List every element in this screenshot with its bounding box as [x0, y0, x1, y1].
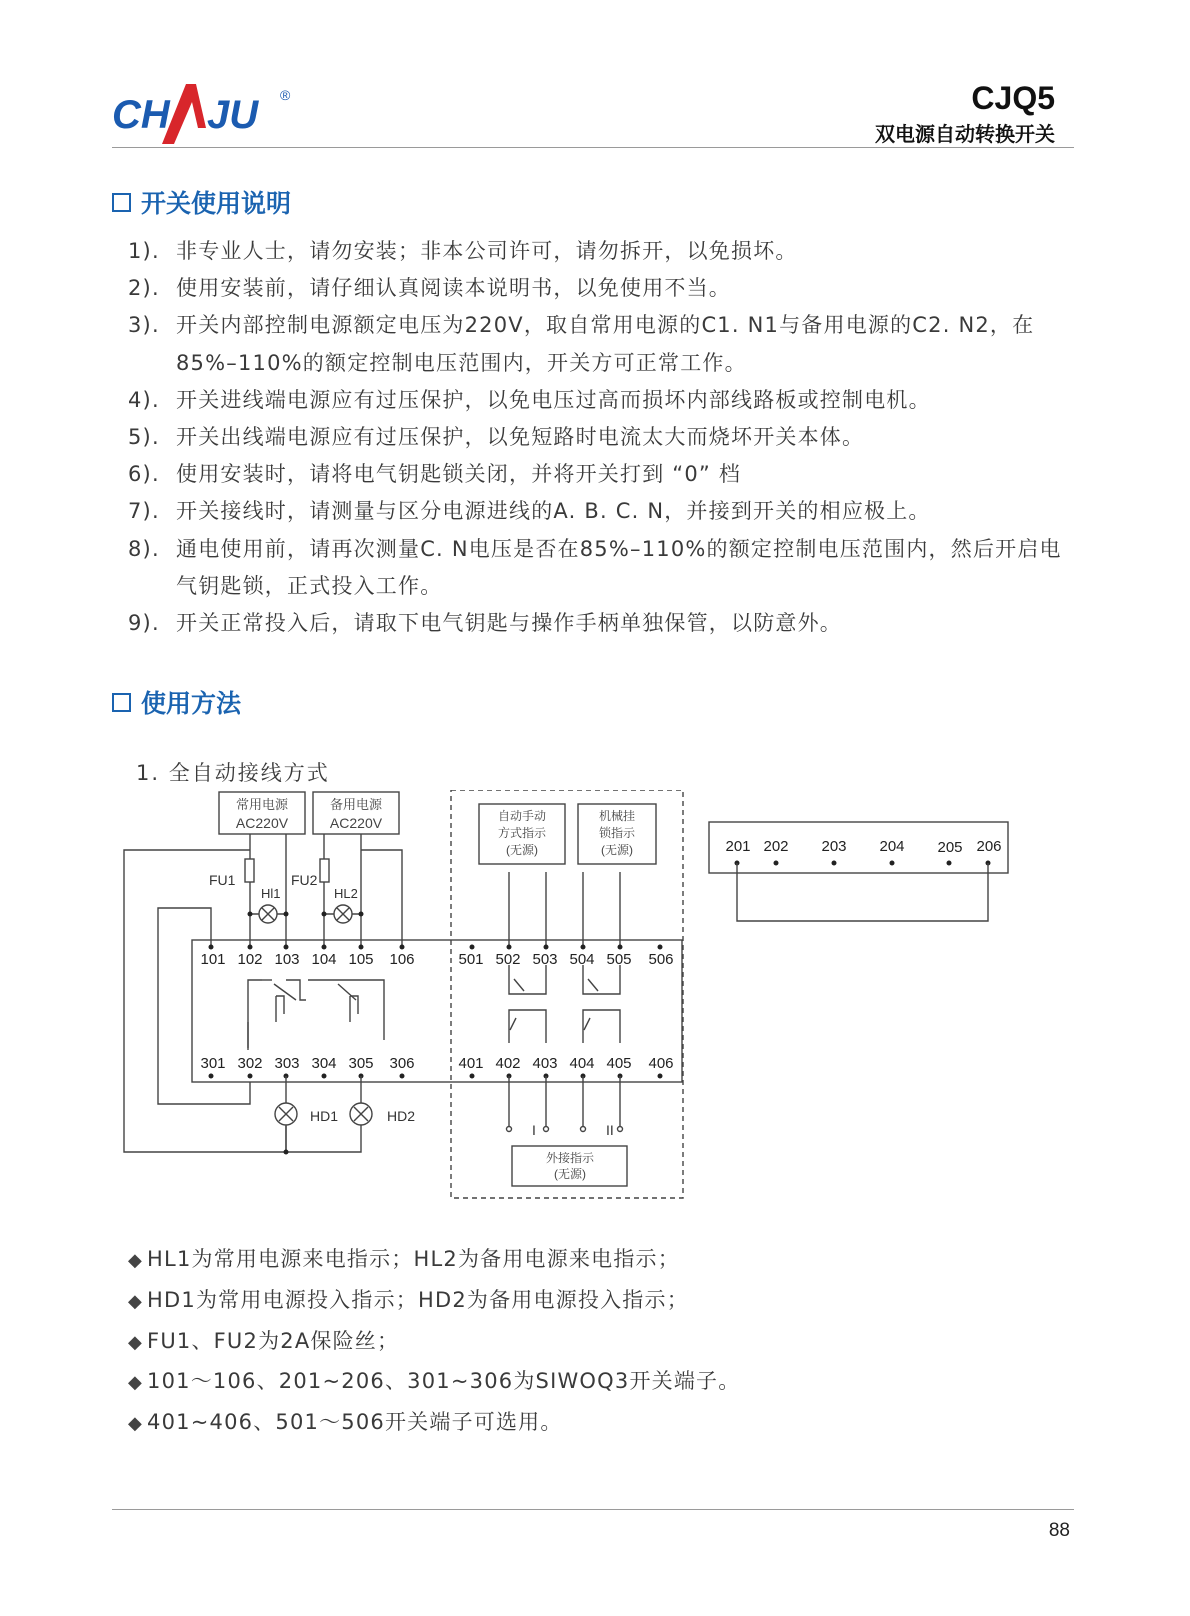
logo-text: CH [112, 93, 170, 137]
svg-text:机械挂: 机械挂 [598, 809, 636, 823]
svg-text:201: 201 [725, 838, 751, 855]
diamond-bullet-icon: ◆ [128, 1372, 144, 1394]
svg-text:外接指示: 外接指示 [545, 1151, 595, 1165]
header-divider [112, 147, 1074, 148]
page-number: 88 [1048, 1520, 1070, 1541]
list-item: 6). 使用安装时，请将电气钥匙锁关闭，并将开关打到 “0” 档 [128, 462, 742, 487]
svg-text:106: 106 [389, 951, 415, 968]
svg-text:203: 203 [821, 838, 847, 855]
svg-text:504: 504 [569, 951, 595, 968]
section-heading-method [112, 684, 241, 720]
svg-text:304: 304 [311, 1055, 337, 1072]
registered-mark: ® [280, 87, 291, 103]
list-item: 8). 通电使用前，请再次测量C. N电压是否在85%–110%的额定控制电压范围内，然后开启电气钥匙锁，正式投入工作。 [128, 536, 1062, 598]
svg-text:AC220V: AC220V [329, 815, 383, 831]
wiring-diagram [112, 790, 1032, 1214]
diamond-bullet-icon: ◆ [128, 1290, 144, 1312]
svg-text:锁指示: 锁指示 [598, 826, 636, 840]
list-item: 2). 使用安装前，请仔细认真阅读本说明书，以免使用不当。 [128, 276, 731, 301]
diamond-bullet-icon: ◆ [128, 1250, 144, 1271]
svg-text:303: 303 [274, 1055, 300, 1072]
svg-text:305: 305 [348, 1055, 374, 1072]
footer-divider [112, 1509, 1074, 1510]
brand-logo [112, 78, 312, 150]
note-item: ◆ HL1为常用电源来电指示；HL2为备用电源来电指示； [128, 1247, 680, 1271]
svg-text:(无源): (无源) [601, 843, 633, 857]
svg-text:HD2: HD2 [387, 1108, 416, 1124]
svg-text:401: 401 [458, 1055, 484, 1072]
fuse-fu1 [245, 859, 254, 882]
model-title: CJQ5 [971, 80, 1055, 116]
subsection-title: 1. 全自动接线方式 [136, 761, 330, 785]
svg-text:204: 204 [879, 838, 905, 855]
diamond-bullet-icon: ◆ [128, 1413, 144, 1435]
svg-text:205: 205 [937, 839, 963, 856]
svg-text:备用电源: 备用电源 [329, 797, 383, 812]
list-item: 4). 开关进线端电源应有过压保护，以免电压过高而损坏内部线路板或控制电机。 [128, 387, 931, 412]
svg-text:404: 404 [569, 1055, 595, 1072]
notes-list [128, 1240, 740, 1444]
list-item: 5). 开关出线端电源应有过压保护，以免短路时电流太大而烧坏开关本体。 [128, 425, 865, 450]
svg-text:405: 405 [606, 1055, 632, 1072]
svg-text:402: 402 [495, 1055, 521, 1072]
svg-text:I: I [532, 1122, 536, 1138]
section-title: 开关使用说明 [141, 189, 292, 218]
svg-text:406: 406 [648, 1055, 674, 1072]
svg-text:HL2: HL2 [334, 886, 358, 901]
svg-text:206: 206 [976, 838, 1002, 855]
product-subtitle: 双电源自动转换开关 [875, 122, 1055, 146]
svg-text:302: 302 [237, 1055, 263, 1072]
svg-text:306: 306 [389, 1055, 415, 1072]
svg-text:(无源): (无源) [506, 843, 538, 857]
svg-text:Hl1: Hl1 [261, 886, 281, 901]
svg-text:(无源): (无源) [554, 1167, 586, 1181]
section-title: 使用方法 [141, 689, 242, 718]
svg-text:方式指示: 方式指示 [497, 826, 547, 840]
svg-text:102: 102 [237, 951, 263, 968]
svg-text:105: 105 [348, 951, 374, 968]
svg-text:JU: JU [207, 93, 259, 137]
svg-text:505: 505 [606, 951, 632, 968]
svg-text:506: 506 [648, 951, 674, 968]
list-item: 7). 开关接线时，请测量与区分电源进线的A. B. C. N，并接到开关的相应极上。 [128, 499, 931, 524]
note-item: ◆ 401~406、501～506开关端子可选用。 [128, 1410, 563, 1435]
svg-text:301: 301 [200, 1055, 226, 1072]
svg-text:103: 103 [274, 951, 300, 968]
svg-text:202: 202 [763, 838, 789, 855]
svg-text:403: 403 [532, 1055, 558, 1072]
svg-text:502: 502 [495, 951, 521, 968]
fuse-fu2 [320, 859, 329, 882]
checkbox-square-icon [112, 693, 131, 712]
instruction-list [128, 233, 1078, 642]
list-item: 3). 开关内部控制电源额定电压为220V，取自常用电源的C1. N1与备用电源的C2. N2，在85%–110%的额定控制电压范围内，开关方可正常工作。 [128, 313, 1035, 375]
svg-text:503: 503 [532, 951, 558, 968]
svg-text:AC220V: AC220V [235, 815, 289, 831]
svg-text:HD1: HD1 [310, 1108, 339, 1124]
list-item: 9). 开关正常投入后，请取下电气钥匙与操作手柄单独保管，以防意外。 [128, 611, 842, 636]
svg-text:自动手动: 自动手动 [497, 809, 547, 823]
svg-text:104: 104 [311, 951, 337, 968]
svg-text:101: 101 [200, 951, 226, 968]
terminal-strip-201-206 [709, 822, 1008, 873]
svg-text:FU1: FU1 [209, 872, 236, 888]
list-item: 1). 非专业人士，请勿安装；非本公司许可，请勿拆开，以免损坏。 [128, 239, 798, 263]
note-item: ◆ HD1为常用电源投入指示；HD2为备用电源投入指示； [128, 1287, 689, 1312]
optional-zone [451, 790, 683, 1198]
diamond-bullet-icon: ◆ [128, 1331, 144, 1353]
svg-text:FU2: FU2 [291, 872, 318, 888]
svg-text:501: 501 [458, 951, 484, 968]
svg-text:常用电源: 常用电源 [235, 797, 289, 812]
note-item: ◆ FU1、FU2为2A保险丝； [128, 1328, 400, 1353]
svg-text:II: II [606, 1122, 614, 1138]
section-heading-usage [112, 184, 291, 220]
note-item: ◆ 101～106、201~206、301~306为SIWOQ3开关端子。 [128, 1369, 741, 1394]
checkbox-square-icon [112, 193, 131, 212]
